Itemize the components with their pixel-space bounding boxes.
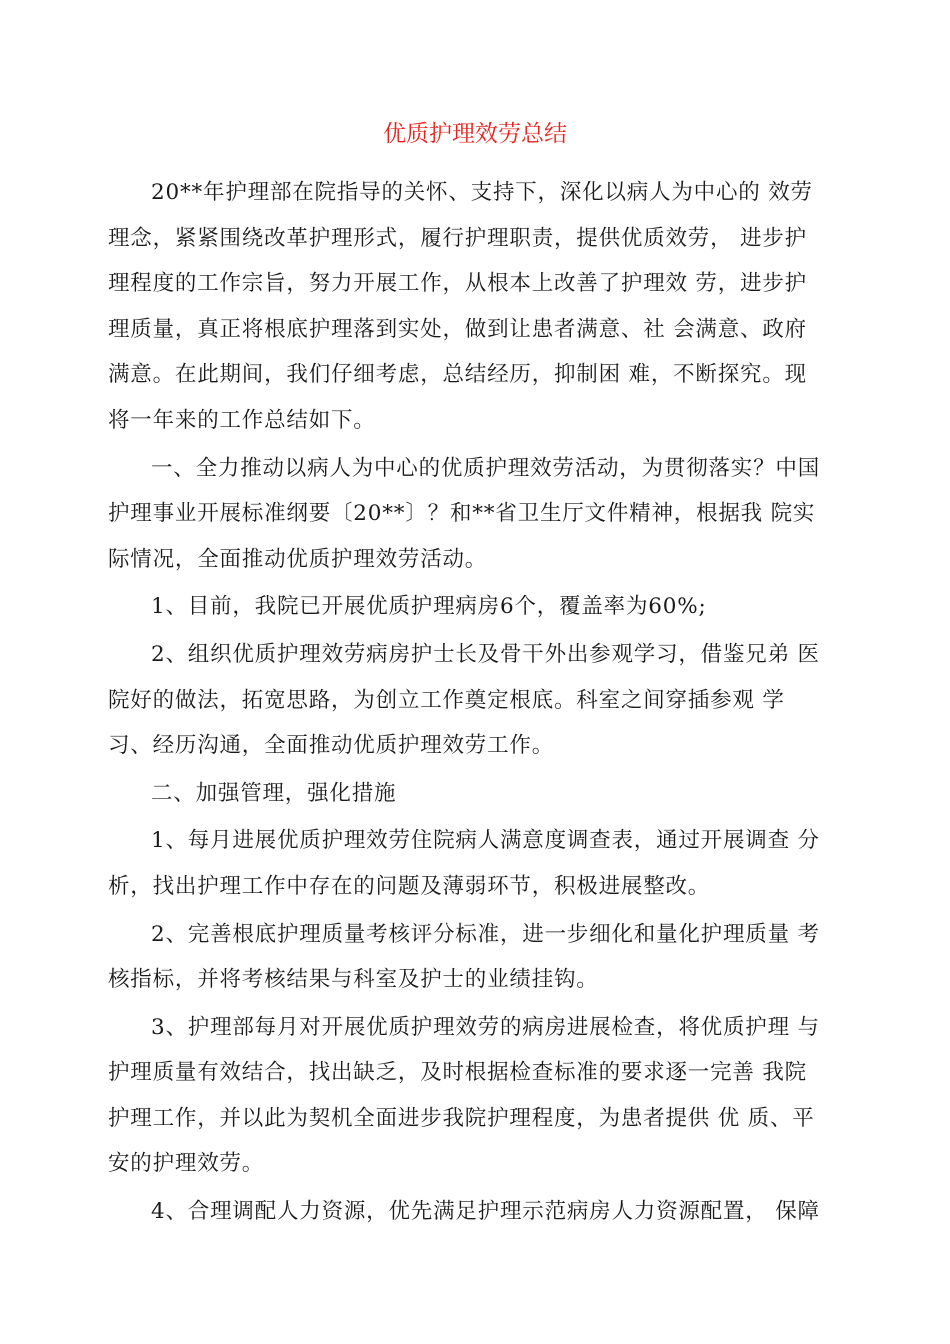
paragraph-measure-1: 1、每月进展优质护理效劳住院病人满意度调查表，通过开展调查 分 析，找出护理工作中存在的问题及薄弱环节，积极进展整改。 — [108, 828, 820, 899]
paragraph-item-1: 1、目前，我院已开展优质护理病房6个，覆盖率为60%; — [151, 594, 707, 620]
paragraph-section-one: 一、全力推动以病人为中心的优质护理效劳活动，为贯彻落实？中国 护理事业开展标准纲要〔20**〕？和**省卫生厅文件精神，根据我 院实 际情况，全面推动优质护理效劳活动。 — [108, 455, 821, 572]
paragraph-measure-4: 4、合理调配人力资源，优先满足护理示范病房人力资源配置， 保障 — [151, 1199, 820, 1225]
paragraph-section-two: 二、加强管理，强化措施 — [151, 780, 397, 806]
document-title: 优质护理效劳总结 — [383, 121, 567, 147]
paragraph-item-2: 2、组织优质护理效劳病房护士长及骨干外出参观学习，借鉴兄弟 医 院好的做法，拓宽思路，为创立工作奠定根底。科室之间穿插参观 学 习、经历沟通，全面推动优质护理效劳工作。 — [108, 641, 820, 759]
paragraph-measure-2: 2、完善根底护理质量考核评分标准，进一步细化和量化护理质量 考 核指标，并将考核结果与科室及护士的业绩挂钩。 — [108, 921, 820, 993]
paragraph-intro: 20**年护理部在院指导的关怀、支持下，深化以病人为中心的 效劳 理念，紧紧围绕改革护理形式，履行护理职责，提供优质效劳， 进步护 理程度的工作宗旨，努力开展工作，从根本上改善了护理效 劳，进步护 理质量，真正将根底护理落到实处，做到让患者满意、社 会满意、政府 满意。在此期间，我们仔细考虑，总结经历，抑制困 难，不断探究。现 将一年来的工作总结如下。 — [108, 180, 813, 433]
paragraph-measure-3: 3、护理部每月对开展优质护理效劳的病房进展检查，将优质护理 与 护理质量有效结合，找出缺乏，及时根据检查标准的要求逐一完善 我院 护理工作，并以此为契机全面进步我院护理程度，为患者提供 优 质、平 安的护理效劳。 — [108, 1014, 820, 1177]
document-body — [108, 170, 838, 1235]
